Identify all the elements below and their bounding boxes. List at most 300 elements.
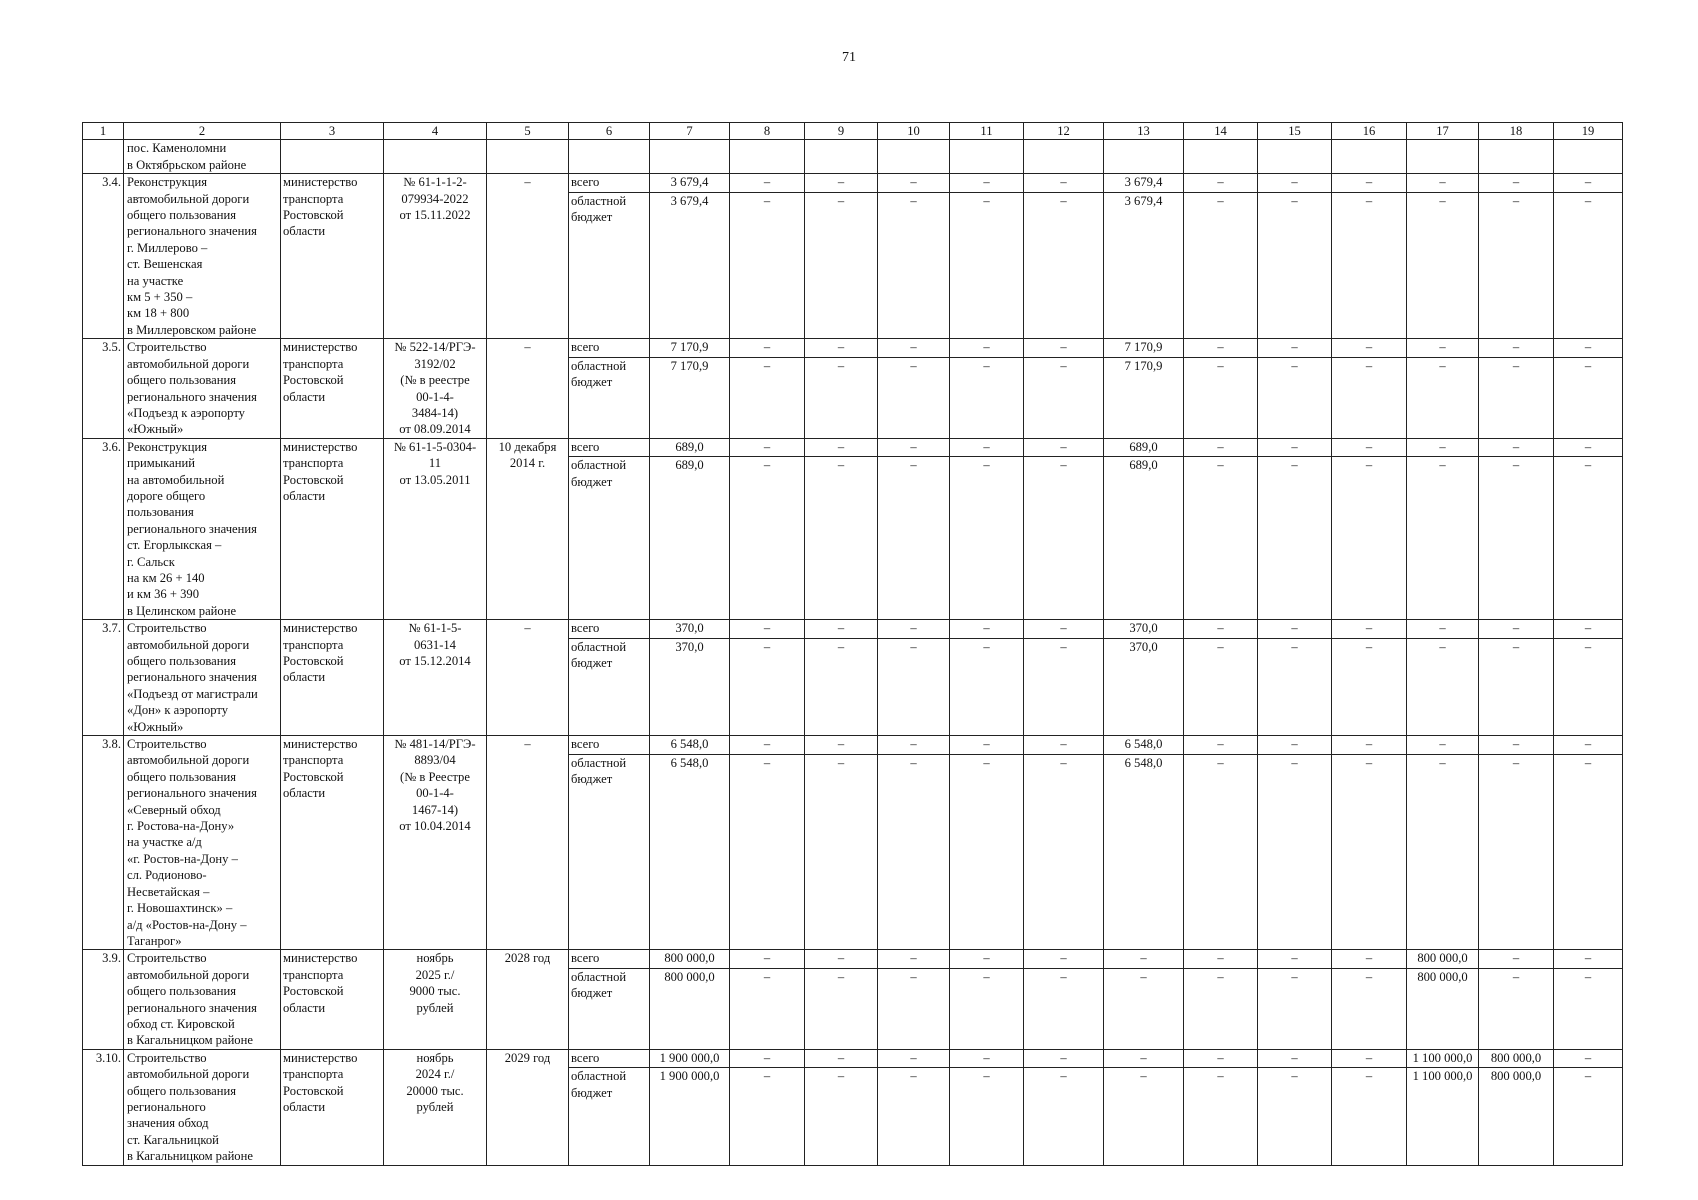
value-cell: 6 548,0: [1104, 754, 1184, 950]
measure-name-line: сл. Родионово-: [127, 868, 207, 883]
value-cell: –: [1024, 1068, 1104, 1165]
source-total: всего: [569, 736, 650, 755]
expertise-doc-line: 11: [428, 456, 442, 471]
measure-name-line: «Северный обход: [127, 802, 221, 817]
row-number: 3.9.: [83, 950, 124, 1049]
deadline: [487, 174, 569, 339]
column-header: 4: [384, 123, 487, 140]
value-cell: –: [1554, 174, 1623, 193]
expertise-doc-line: 079934-2022: [401, 191, 469, 206]
expertise-doc-line: 00-1-4-: [416, 389, 454, 404]
value-cell: –: [878, 754, 950, 950]
deadline-line: –: [524, 340, 531, 355]
measure-name-line: автомобильной дороги: [127, 637, 250, 652]
deadline-line: 2028 год: [504, 951, 551, 966]
value-cell: –: [1407, 192, 1479, 338]
expertise-doc-line: от 15.11.2022: [399, 208, 471, 223]
source-regional-budget: [569, 192, 650, 338]
measure-name-line: регионального значения: [127, 224, 257, 239]
value-cell: –: [1184, 620, 1258, 639]
value-cell: –: [1479, 638, 1554, 735]
value-cell: –: [878, 1068, 950, 1165]
expertise-doc: [384, 736, 487, 950]
measure-name-line: Строительство: [127, 340, 207, 355]
measure-name-line: регионального: [127, 1099, 206, 1114]
row-number: 3.5.: [83, 339, 124, 438]
value-cell: –: [805, 438, 878, 457]
value-cell: –: [1184, 192, 1258, 338]
executor-line: Ростовской: [283, 769, 344, 784]
value-cell: –: [730, 1068, 805, 1165]
value-cell: 6 548,0: [1104, 736, 1184, 755]
empty-cell: [1104, 140, 1184, 174]
value-cell: –: [1407, 620, 1479, 639]
value-cell: –: [1479, 457, 1554, 620]
executor-line: министерство: [283, 439, 358, 454]
expertise-doc-line: от 13.05.2011: [399, 472, 471, 487]
value-cell: –: [950, 736, 1024, 755]
value-cell: –: [1258, 1068, 1332, 1165]
value-cell: –: [730, 638, 805, 735]
measure-name-line: общего пользования: [127, 654, 237, 668]
executor-line: министерство: [283, 1050, 358, 1065]
value-cell: –: [730, 357, 805, 438]
value-cell: –: [950, 174, 1024, 193]
source-total: всего: [569, 339, 650, 358]
value-cell: 800 000,0: [1479, 1068, 1554, 1165]
deadline: [487, 620, 569, 736]
measure-name-line: Реконструкция: [127, 439, 208, 454]
value-cell: –: [1104, 950, 1184, 969]
measure-name-line: г. Миллерово –: [127, 240, 208, 255]
expertise-doc-line: от 08.09.2014: [399, 422, 471, 437]
table-row: [83, 438, 1623, 457]
measure-name-line: регионального значения: [127, 1000, 257, 1015]
empty-cell: [281, 140, 384, 174]
value-cell: –: [1407, 457, 1479, 620]
value-cell: 800 000,0: [650, 968, 730, 1049]
value-cell: –: [1024, 754, 1104, 950]
value-cell: –: [1024, 620, 1104, 639]
source-total: всего: [569, 174, 650, 193]
source-label: областной бюджет: [571, 969, 627, 1001]
value-cell: –: [1332, 457, 1407, 620]
measure-name-line: на участке а/д: [127, 835, 202, 850]
value-cell: –: [1479, 339, 1554, 358]
table-row: [83, 1049, 1623, 1068]
column-header: 1: [83, 123, 124, 140]
measure-name-line: значения обход: [127, 1116, 209, 1131]
value-cell: –: [730, 736, 805, 755]
measure-name-line: «Дон» к аэропорту: [127, 703, 229, 718]
value-cell: –: [878, 174, 950, 193]
value-cell: –: [1407, 638, 1479, 735]
executor-line: министерство: [283, 737, 358, 752]
expertise-doc-line: (№ в реестре: [400, 373, 470, 388]
value-cell: –: [730, 339, 805, 358]
value-cell: 800 000,0: [650, 950, 730, 969]
source-regional-budget: [569, 968, 650, 1049]
executor-line: министерство: [283, 175, 358, 190]
value-cell: –: [1184, 638, 1258, 735]
value-cell: –: [1332, 357, 1407, 438]
value-cell: 1 100 000,0: [1407, 1068, 1479, 1165]
value-cell: –: [1184, 1049, 1258, 1068]
value-cell: –: [805, 754, 878, 950]
value-cell: –: [1258, 950, 1332, 969]
measure-name-line: регионального значения: [127, 521, 257, 536]
executor-line: транспорта: [283, 637, 344, 652]
value-cell: –: [1258, 968, 1332, 1049]
measure-name: [124, 620, 281, 736]
value-cell: –: [1407, 736, 1479, 755]
value-cell: –: [1024, 1049, 1104, 1068]
executor-line: Ростовской: [283, 472, 344, 487]
measure-name-line: обход ст. Кировской: [127, 1016, 235, 1031]
value-cell: –: [950, 968, 1024, 1049]
deadline: [487, 1049, 569, 1165]
measure-name-line: автомобильной дороги: [127, 753, 250, 768]
value-cell: –: [1258, 174, 1332, 193]
column-header: 18: [1479, 123, 1554, 140]
value-cell: –: [950, 339, 1024, 358]
value-cell: –: [805, 638, 878, 735]
value-cell: –: [878, 620, 950, 639]
value-cell: 689,0: [1104, 457, 1184, 620]
value-cell: 370,0: [650, 620, 730, 639]
measure-name-line: км 18 + 800: [127, 306, 190, 321]
value-cell: –: [805, 950, 878, 969]
empty-cell: [1407, 140, 1479, 174]
measure-name-line: на автомобильной: [127, 472, 225, 487]
measure-name-line: в Целинском районе: [127, 603, 237, 618]
value-cell: –: [1184, 457, 1258, 620]
expertise-doc-line: 20000 тыс.: [406, 1083, 464, 1098]
table-row: [83, 339, 1623, 358]
measure-name-line: Строительство: [127, 621, 207, 636]
column-header: 16: [1332, 123, 1407, 140]
executor-line: транспорта: [283, 1067, 344, 1082]
executor-line: транспорта: [283, 456, 344, 471]
measure-name-line: общего пользования: [127, 984, 237, 999]
measure-name-line: Реконструкция: [127, 175, 208, 190]
empty-cell: [1479, 140, 1554, 174]
value-cell: –: [1332, 754, 1407, 950]
value-cell: 1 100 000,0: [1407, 1049, 1479, 1068]
deadline-line: –: [524, 621, 531, 636]
value-cell: –: [1024, 968, 1104, 1049]
value-cell: –: [805, 1049, 878, 1068]
value-cell: –: [878, 438, 950, 457]
expertise-doc: [384, 950, 487, 1049]
value-cell: –: [1332, 1049, 1407, 1068]
value-cell: –: [730, 192, 805, 338]
value-cell: –: [1554, 1068, 1623, 1165]
value-cell: –: [1407, 357, 1479, 438]
empty-cell: [1554, 140, 1623, 174]
empty-cell: [1332, 140, 1407, 174]
column-header: 6: [569, 123, 650, 140]
value-cell: –: [1554, 192, 1623, 338]
value-cell: 3 679,4: [650, 174, 730, 193]
empty-cell: [730, 140, 805, 174]
value-cell: –: [1184, 950, 1258, 969]
executor: [281, 438, 384, 619]
measure-name-line: «Южный»: [127, 719, 184, 734]
expertise-doc-line: от 10.04.2014: [399, 819, 471, 834]
measure-name: [124, 736, 281, 950]
value-cell: –: [950, 192, 1024, 338]
source-regional-budget: [569, 357, 650, 438]
expertise-doc: [384, 1049, 487, 1165]
executor-line: области: [283, 670, 326, 685]
measure-name-line: ст. Кагальницкой: [127, 1132, 219, 1147]
measure-name-line: ст. Егорлыкская –: [127, 538, 222, 553]
value-cell: –: [1258, 620, 1332, 639]
row-number: 3.6.: [83, 438, 124, 619]
value-cell: –: [1554, 968, 1623, 1049]
expertise-doc-line: № 61-1-5-: [408, 621, 462, 636]
value-cell: –: [1479, 968, 1554, 1049]
executor: [281, 620, 384, 736]
source-label: областной бюджет: [571, 755, 627, 787]
value-cell: 3 679,4: [1104, 174, 1184, 193]
value-cell: –: [730, 968, 805, 1049]
value-cell: –: [1554, 638, 1623, 735]
column-header: 2: [124, 123, 281, 140]
executor: [281, 736, 384, 950]
source-total: всего: [569, 950, 650, 969]
measure-name-line: г. Ростова-на-Дону»: [127, 819, 235, 834]
table-row: [83, 950, 1623, 969]
executor-line: министерство: [283, 951, 358, 966]
value-cell: 7 170,9: [1104, 357, 1184, 438]
value-cell: –: [1024, 736, 1104, 755]
value-cell: –: [1554, 620, 1623, 639]
value-cell: –: [730, 1049, 805, 1068]
deadline-line: 10 декабря: [498, 439, 557, 454]
measure-name-line: Строительство: [127, 737, 207, 752]
source-label: областной бюджет: [571, 193, 627, 225]
measure-name-line: км 5 + 350 –: [127, 290, 193, 305]
value-cell: 1 900 000,0: [650, 1068, 730, 1165]
column-header: 7: [650, 123, 730, 140]
executor-line: транспорта: [283, 356, 344, 371]
deadline: [487, 950, 569, 1049]
source-regional-budget: [569, 638, 650, 735]
header-row: [83, 123, 1623, 140]
executor-line: области: [283, 1000, 326, 1015]
expertise-doc: [384, 620, 487, 736]
value-cell: –: [805, 339, 878, 358]
value-cell: 370,0: [650, 638, 730, 735]
executor-line: области: [283, 224, 326, 239]
value-cell: –: [950, 1049, 1024, 1068]
expertise-doc-line: 0631-14: [414, 637, 456, 652]
executor: [281, 174, 384, 339]
value-cell: –: [805, 192, 878, 338]
value-cell: –: [1024, 174, 1104, 193]
expertise-doc-line: 8893/04: [414, 753, 456, 768]
row-number: 3.7.: [83, 620, 124, 736]
value-cell: –: [1104, 1049, 1184, 1068]
expertise-doc-line: 1467-14): [411, 802, 459, 817]
executor-line: области: [283, 488, 326, 503]
value-cell: –: [950, 638, 1024, 735]
value-cell: –: [1258, 1049, 1332, 1068]
measure-name: [124, 140, 281, 174]
value-cell: –: [1332, 339, 1407, 358]
measure-name-line: «Подъезд от магистрали: [127, 686, 258, 701]
column-header: 8: [730, 123, 805, 140]
table-row: [83, 620, 1623, 639]
value-cell: –: [1332, 638, 1407, 735]
value-cell: –: [730, 620, 805, 639]
measure-name-line: общего пользования: [127, 1083, 237, 1098]
value-cell: –: [1258, 438, 1332, 457]
column-header: 3: [281, 123, 384, 140]
empty-cell: [878, 140, 950, 174]
row-number: 3.8.: [83, 736, 124, 950]
measure-name-line: в Кагальницком районе: [127, 1033, 253, 1048]
measure-name: [124, 438, 281, 619]
expertise-doc-line: 00-1-4-: [416, 786, 454, 801]
value-cell: –: [1479, 754, 1554, 950]
value-cell: 3 679,4: [1104, 192, 1184, 338]
measure-name-line: автомобильной дороги: [127, 356, 250, 371]
deadline: [487, 339, 569, 438]
measure-name-line: автомобильной дороги: [127, 1067, 250, 1082]
empty-cell: [1258, 140, 1332, 174]
measure-name-line: дороге общего: [127, 488, 206, 503]
row-number: 3.10.: [83, 1049, 124, 1165]
value-cell: –: [1407, 438, 1479, 457]
value-cell: –: [1184, 339, 1258, 358]
column-header: 15: [1258, 123, 1332, 140]
expertise-doc-line: рублей: [416, 1099, 454, 1114]
program-table: [82, 122, 1623, 1166]
value-cell: –: [1407, 339, 1479, 358]
value-cell: –: [878, 950, 950, 969]
deadline: [487, 438, 569, 619]
value-cell: –: [1554, 457, 1623, 620]
value-cell: –: [1554, 736, 1623, 755]
measure-name-line: «Южный»: [127, 422, 184, 437]
measure-name-line: пользования: [127, 505, 194, 520]
value-cell: –: [878, 968, 950, 1049]
value-cell: –: [1332, 968, 1407, 1049]
value-cell: –: [1258, 457, 1332, 620]
value-cell: 7 170,9: [1104, 339, 1184, 358]
measure-name-line: в Октябрьском районе: [127, 157, 247, 172]
value-cell: –: [1332, 438, 1407, 457]
expertise-doc: [384, 339, 487, 438]
value-cell: –: [1184, 174, 1258, 193]
expertise-doc-line: рублей: [416, 1000, 454, 1015]
value-cell: –: [1332, 620, 1407, 639]
value-cell: –: [950, 754, 1024, 950]
empty-cell: [805, 140, 878, 174]
executor-line: Ростовской: [283, 1083, 344, 1098]
measure-name-line: примыканий: [127, 456, 195, 471]
column-header: 10: [878, 123, 950, 140]
value-cell: –: [805, 736, 878, 755]
value-cell: –: [1554, 357, 1623, 438]
deadline: [487, 736, 569, 950]
executor-line: Ростовской: [283, 373, 344, 388]
source-regional-budget: [569, 457, 650, 620]
executor: [281, 339, 384, 438]
source-total: всего: [569, 620, 650, 639]
value-cell: –: [1258, 736, 1332, 755]
value-cell: –: [1258, 339, 1332, 358]
value-cell: –: [805, 620, 878, 639]
empty-cell: [487, 140, 569, 174]
source-label: областной бюджет: [571, 358, 627, 390]
value-cell: –: [730, 174, 805, 193]
value-cell: 370,0: [1104, 620, 1184, 639]
executor-line: области: [283, 786, 326, 801]
executor-line: Ростовской: [283, 984, 344, 999]
measure-name-line: автомобильной дороги: [127, 967, 250, 982]
empty-cell: [1024, 140, 1104, 174]
measure-name: [124, 1049, 281, 1165]
table-row: [83, 736, 1623, 755]
value-cell: –: [1332, 1068, 1407, 1165]
value-cell: –: [1407, 754, 1479, 950]
value-cell: –: [730, 754, 805, 950]
executor: [281, 950, 384, 1049]
value-cell: –: [1554, 339, 1623, 358]
value-cell: –: [1184, 357, 1258, 438]
value-cell: –: [1024, 950, 1104, 969]
source-total: всего: [569, 1049, 650, 1068]
expertise-doc: [384, 174, 487, 339]
source-label: областной бюджет: [571, 458, 627, 489]
value-cell: –: [1332, 950, 1407, 969]
measure-name-line: автомобильной дороги: [127, 191, 250, 206]
page-number: 71: [842, 50, 856, 65]
measure-name-line: Строительство: [127, 951, 207, 966]
value-cell: –: [878, 1049, 950, 1068]
measure-name-line: г. Сальск: [127, 554, 175, 569]
empty-cell: [384, 140, 487, 174]
expertise-doc-line: 3484-14): [411, 405, 459, 420]
measure-name: [124, 174, 281, 339]
deadline-line: –: [524, 737, 531, 752]
value-cell: –: [1258, 357, 1332, 438]
executor-line: транспорта: [283, 191, 344, 206]
value-cell: –: [1554, 1049, 1623, 1068]
measure-name-line: регионального значения: [127, 389, 257, 404]
value-cell: –: [1024, 357, 1104, 438]
row-number: [83, 140, 124, 174]
measure-name-line: в Кагальницком районе: [127, 1149, 253, 1164]
value-cell: 6 548,0: [650, 754, 730, 950]
value-cell: –: [1332, 736, 1407, 755]
value-cell: –: [950, 1068, 1024, 1165]
value-cell: 689,0: [650, 457, 730, 620]
value-cell: –: [730, 457, 805, 620]
value-cell: 6 548,0: [650, 736, 730, 755]
value-cell: –: [1104, 968, 1184, 1049]
measure-name-line: общего пользования: [127, 373, 237, 388]
value-cell: –: [805, 968, 878, 1049]
value-cell: –: [730, 950, 805, 969]
executor-line: области: [283, 389, 326, 404]
value-cell: 1 900 000,0: [650, 1049, 730, 1068]
measure-name-line: в Миллеровском районе: [127, 322, 257, 337]
